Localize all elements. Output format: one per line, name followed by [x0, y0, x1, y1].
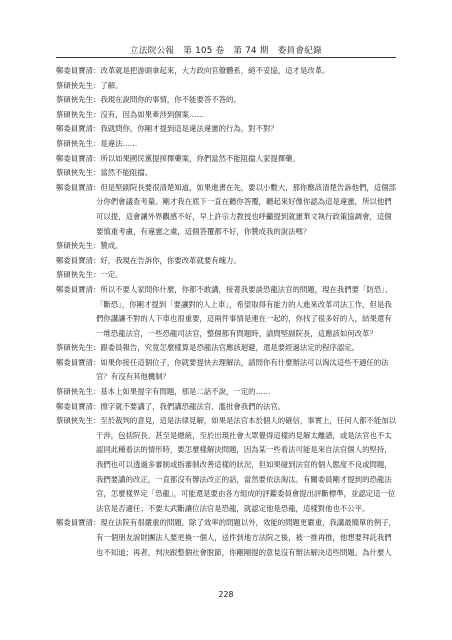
- speaker-label: 蔡碩俠先生：: [56, 138, 101, 148]
- speech-text: 了解。: [100, 80, 123, 90]
- speech-text: 好，我現在告訴你，你要改革就要有魄力。: [100, 255, 241, 265]
- speech-text: 沒有，因為如果牽涉到個案……: [100, 109, 204, 119]
- speaker-label: 蔡碩俠先生：: [56, 387, 101, 397]
- transcript-paragraph: [56, 268, 396, 283]
- transcript-paragraph: [56, 166, 396, 181]
- speech-text: 改革就是把游頭拿起來，大力政向官僚體系，絕不妥協，這才是改革。: [100, 66, 330, 75]
- speaker-label: 蔡碩俠先生：: [56, 343, 101, 353]
- transcript-paragraph: [56, 122, 396, 137]
- page-number: 228: [218, 590, 234, 599]
- transcript-paragraph: [56, 239, 396, 254]
- speaker-label: 鄭委員寶清：: [56, 284, 101, 294]
- speech-text: 跟委員報告，究竟怎麼樣算是恐龍法官應該迴避，還是要經過法定的程序認定。: [100, 343, 360, 353]
- speaker-label: 蔡碩俠先生：: [56, 416, 101, 426]
- speaker-label: 蔡碩俠先生：: [56, 168, 101, 178]
- transcript-paragraph: [56, 79, 396, 94]
- transcript-paragraph: [56, 341, 396, 356]
- speaker-label: 鄭委員寶清：: [56, 357, 101, 367]
- speech-text: 我現在說問你的事情，你不能要答不答的。: [100, 95, 241, 105]
- transcript-paragraph: [56, 400, 396, 415]
- speech-text: 當然不能阻擋。: [100, 168, 153, 178]
- transcript-paragraph: [56, 181, 396, 239]
- transcript-paragraph: [56, 385, 396, 400]
- speech-text: 至於裁判的意見，這是法律見解，如果是法官本於個人的確信，事實上，任何人都不能加以干涉，包括院長、甚至是總統，至於出現社會大眾覺得這樣的見解太離譜，或是法官也不太認同此種看法的情形時，要怎麼樣解決問題，因為某一些看法可能是來自法官個人的堅持，我們也可以透過多審制或指審制改善這樣的狀況，但如果碰到法官的個人態度不良或問題，我們要講的改正，一直都沒有辦法改正的話，當然要依法淘汰。有關委員剛才提到的恐龍法官，怎麼樣界定「恐龍」，可能還是要由各方組成的評鑑委員會提出評斷標準，並認定這一位法官是否適任；不要太武斷讓位法官是恐龍，就認定他是恐龍，這樣對他也不公平。: [96, 416, 396, 513]
- speaker-label: 蔡碩俠先生：: [56, 80, 101, 90]
- speaker-label: 蔡碩俠先生：: [56, 270, 101, 280]
- transcript-paragraph: [56, 414, 396, 516]
- speaker-label: 鄭委員寶清：: [56, 124, 101, 134]
- speaker-label: 鄭委員寶清：: [56, 66, 101, 75]
- transcript-paragraph: [56, 93, 396, 108]
- speaker-label: 鄭委員寶清：: [56, 255, 101, 265]
- speech-text: 但是堅副院長要很清楚知道，如果進書在先，要以小數大，那你應該清楚告訴他們，這個部分你們會議查考量。剛才我在底下一直在聽你答覆，聽起來好像你認為這是違憲，所以他們可以提，這會讓外界觀感不好，早上許宗力教授也呼籲提到就憲華文執行政策協調會，這個要慎重考慮，有違憲之虞，這個答覆都不好，你贊成我的說法嗎？: [96, 182, 396, 236]
- speaker-label: 蔡碩俠先生：: [56, 95, 101, 105]
- speech-text: 現在法院有很嚴重的問題，除了效率的問題以外，效能的問題更嚴重，我講最簡單的例子，有一個朋友說財團法人要更換一個人，送件到地方法院之後，被一推再推，他想要拜託我們也不知道；再者，判決跟整個社會脫節，你剛剛提的意見沒有辦法解決這些問題。為什麼人: [96, 518, 396, 557]
- speech-text: 一定。: [100, 270, 123, 280]
- transcript-paragraph: [56, 137, 396, 152]
- speech-text: 贊成。: [100, 241, 123, 251]
- transcript-body: [56, 64, 396, 560]
- speech-text: 如果你接任這個位子，你就要提快去理解法，請問你有什麼辦法可以淘汰這些不適任的法官？有沒有其他機制？: [96, 357, 389, 382]
- transcript-paragraph: [56, 64, 396, 79]
- speech-text: 我就問你，你剛才提到這是違法違憲的行為，對不對？: [100, 124, 278, 134]
- transcript-paragraph: [56, 254, 396, 269]
- speaker-label: 蔡碩俠先生：: [56, 109, 101, 119]
- speaker-label: 蔡碩俠先生：: [56, 241, 101, 251]
- speech-text: 所以如果國民黨提搾擇藥案，你們當然不能阻擋人家提擇藥。: [100, 153, 300, 163]
- speech-text: 所以不要人家問你什麼，你都不敢講，接著我要談恐龍法官的問題，現在我們要「防恐」、「斷恐」，你剛才提到「要讓對的人上車」，希望取得有能力的人進來改革司法工作，但是我們你講讓不對的人下車也很重要，這兩件事情是連在一起的，你找了很多好的人，結果還有一堆恐龍法官，一些恐龍司法官，整個都有問題時，請問堅副院長，這應該如何改革？: [96, 284, 393, 338]
- page-header: 立法院公報 第 105 卷 第 74 期 委員會紀錄: [129, 46, 323, 56]
- transcript-paragraph: [56, 283, 396, 341]
- transcript-paragraph: [56, 356, 396, 385]
- speech-text: 基本上如果提字有問題，那是二話不說，一定的……: [100, 387, 271, 397]
- speech-text: 是違法……: [100, 138, 138, 148]
- transcript-paragraph: [56, 152, 396, 167]
- speaker-label: 鄭委員寶清：: [56, 182, 101, 192]
- transcript-paragraph: [56, 108, 396, 123]
- speech-text: 擦字就不要講了，我們講恐龍法官、濫批會我們的法官。: [100, 401, 286, 411]
- header-rule: [56, 57, 396, 58]
- speaker-label: 鄭委員寶清：: [56, 153, 101, 163]
- transcript-paragraph: [56, 516, 396, 560]
- speaker-label: 鄭委員寶清：: [56, 518, 101, 528]
- speaker-label: 鄭委員寶清：: [56, 401, 101, 411]
